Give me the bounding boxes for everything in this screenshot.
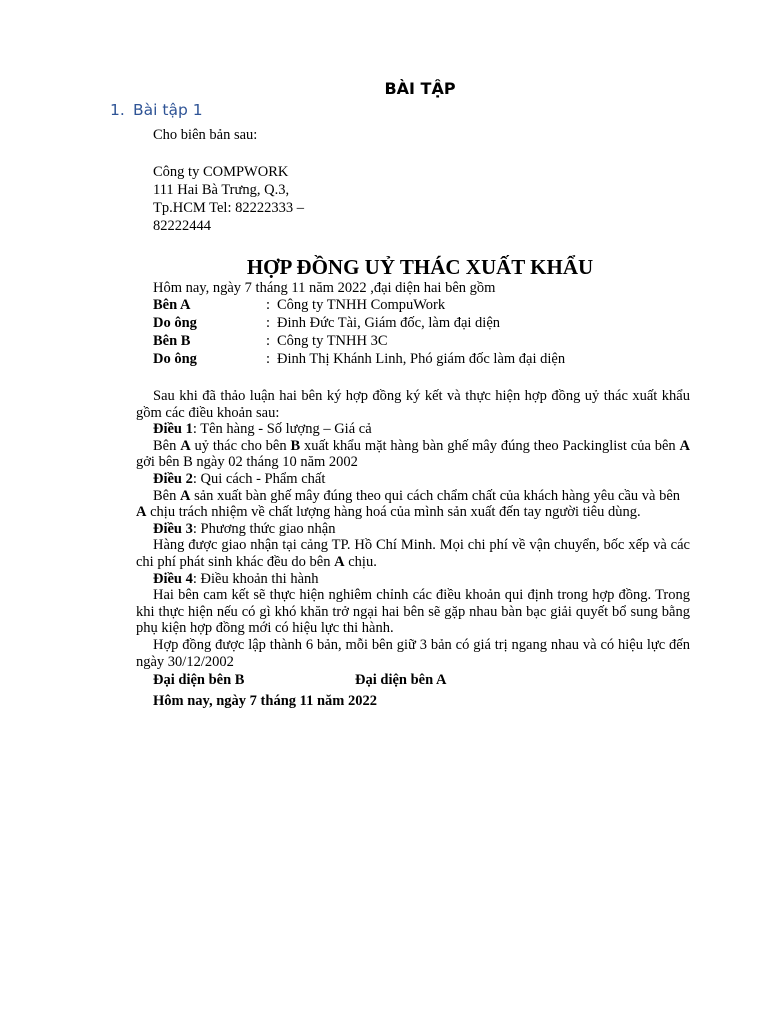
party-ref: A: [334, 553, 345, 570]
company-street: 111 Hai Bà Trưng, Q.3,: [153, 182, 290, 198]
article-label: Điều 4: [153, 570, 193, 587]
party-ref: A: [679, 437, 691, 454]
document-title: BÀI TẬP: [384, 79, 456, 98]
party-value: Đinh Thị Khánh Linh, Phó giám đốc làm đại diện: [277, 351, 566, 367]
party-ref: A: [136, 504, 147, 521]
party-row: [153, 333, 565, 351]
party-ref: A: [180, 437, 191, 454]
company-city-tel: Tp.HCM Tel: 82222333 –: [153, 200, 304, 216]
article-label: Điều 1: [153, 421, 193, 438]
party-row: [153, 297, 565, 315]
article-4-heading: [136, 571, 690, 588]
party-ref: A: [179, 487, 191, 504]
text-run: xuất khẩu mặt hàng bàn ghế mây đúng theo Packinglist của bên: [300, 437, 680, 454]
article-2-body-cont: [136, 504, 690, 521]
company-name: Công ty COMPWORK: [153, 164, 289, 180]
heading-label: Bài tập 1: [133, 101, 203, 119]
article-2-body: [136, 488, 690, 505]
date-line: Hôm nay, ngày 7 tháng 11 năm 2022: [153, 692, 377, 709]
article-2-heading: [136, 471, 690, 488]
section-heading[interactable]: [110, 102, 203, 119]
company-address: [153, 163, 328, 235]
opening-line: Hôm nay, ngày 7 tháng 11 năm 2022 ,đại diện hai bên gồm: [153, 280, 496, 296]
text-run: gởi bên B ngày 02 tháng 10 năm 2002: [136, 454, 358, 471]
party-colon: :: [266, 297, 271, 313]
article-label: Điều 3: [153, 520, 193, 537]
article-title: : Tên hàng - Số lượng – Giá cả: [192, 421, 372, 438]
contract-body: [136, 388, 690, 709]
party-label: Bên B: [153, 333, 191, 349]
preamble-paragraph: Sau khi đã thảo luận hai bên ký hợp đồng ký kết và thực hiện hợp đồng uỷ thác xuất khẩu gồm các điều khoản sau:: [136, 388, 690, 421]
article-3-body: [136, 537, 690, 570]
text-run: Bên: [153, 487, 180, 504]
signature-b: Đại diện bên B: [153, 672, 245, 689]
party-colon: :: [266, 333, 271, 349]
article-title: : Qui cách - Phẩm chất: [192, 470, 326, 487]
article-title: : Điều khoản thi hành: [192, 570, 319, 587]
article-label: Điều 2: [153, 470, 193, 487]
article-title: : Phương thức giao nhận: [192, 520, 336, 537]
party-colon: :: [266, 315, 271, 331]
company-fax: 82222444: [153, 218, 211, 234]
signature-a: Đại diện bên A: [355, 672, 447, 689]
text-run: sản xuất bàn ghế mây đúng theo qui cách chẩm chất của khách hàng yêu cầu và bên: [190, 487, 681, 504]
party-value: Đinh Đức Tài, Giám đốc, làm đại diện: [277, 315, 501, 331]
signature-row: [136, 672, 690, 689]
article-1-body: [136, 438, 690, 471]
party-label: Bên A: [153, 297, 191, 313]
intro-text: Cho biên bản sau:: [153, 127, 258, 143]
party-value: Công ty TNHH 3C: [277, 333, 388, 349]
text-run: Hàng được giao nhận tại cảng TP. Hồ Chí Minh. Mọi chi phí về vận chuyển, bốc xếp và các chi phí phát sinh khác đều do bên: [136, 537, 690, 570]
party-row: [153, 315, 565, 333]
parties-block: [153, 280, 565, 369]
party-label: Do ông: [153, 315, 197, 331]
text-run: chịu.: [344, 553, 377, 570]
party-row: [153, 351, 565, 369]
party-label: Do ông: [153, 351, 197, 367]
party-ref: B: [290, 437, 301, 454]
party-colon: :: [266, 351, 271, 367]
contract-title: HỢP ĐỒNG UỶ THÁC XUẤT KHẨU: [246, 255, 594, 279]
article-3-heading: [136, 521, 690, 538]
article-1-heading: [136, 421, 690, 438]
text-run: chịu trách nhiệm về chất lượng hàng hoá của mình sản xuất đến tay người tiêu dùng.: [146, 504, 641, 521]
text-run: Bên: [153, 437, 181, 454]
article-4-body: Hai bên cam kết sẽ thực hiện nghiêm chỉnh các điều khoản qui định trong hợp đồng. Trong khi thực hiện nếu có gì khó khăn trở ngại hai bên sẽ gặp nhau bàn bạc giải quyết bổ sung bằng phụ kiện hợp đồng mới có hiệu lực thi hành.: [136, 587, 690, 637]
heading-number: 1.: [110, 101, 125, 119]
party-value: Công ty TNHH CompuWork: [277, 297, 446, 313]
closing-paragraph: Hợp đồng được lập thành 6 bản, mỗi bên giữ 3 bản có giá trị ngang nhau và có hiệu lực đến ngày 30/12/2002: [136, 636, 690, 670]
text-run: uỷ thác cho bên: [190, 437, 291, 454]
